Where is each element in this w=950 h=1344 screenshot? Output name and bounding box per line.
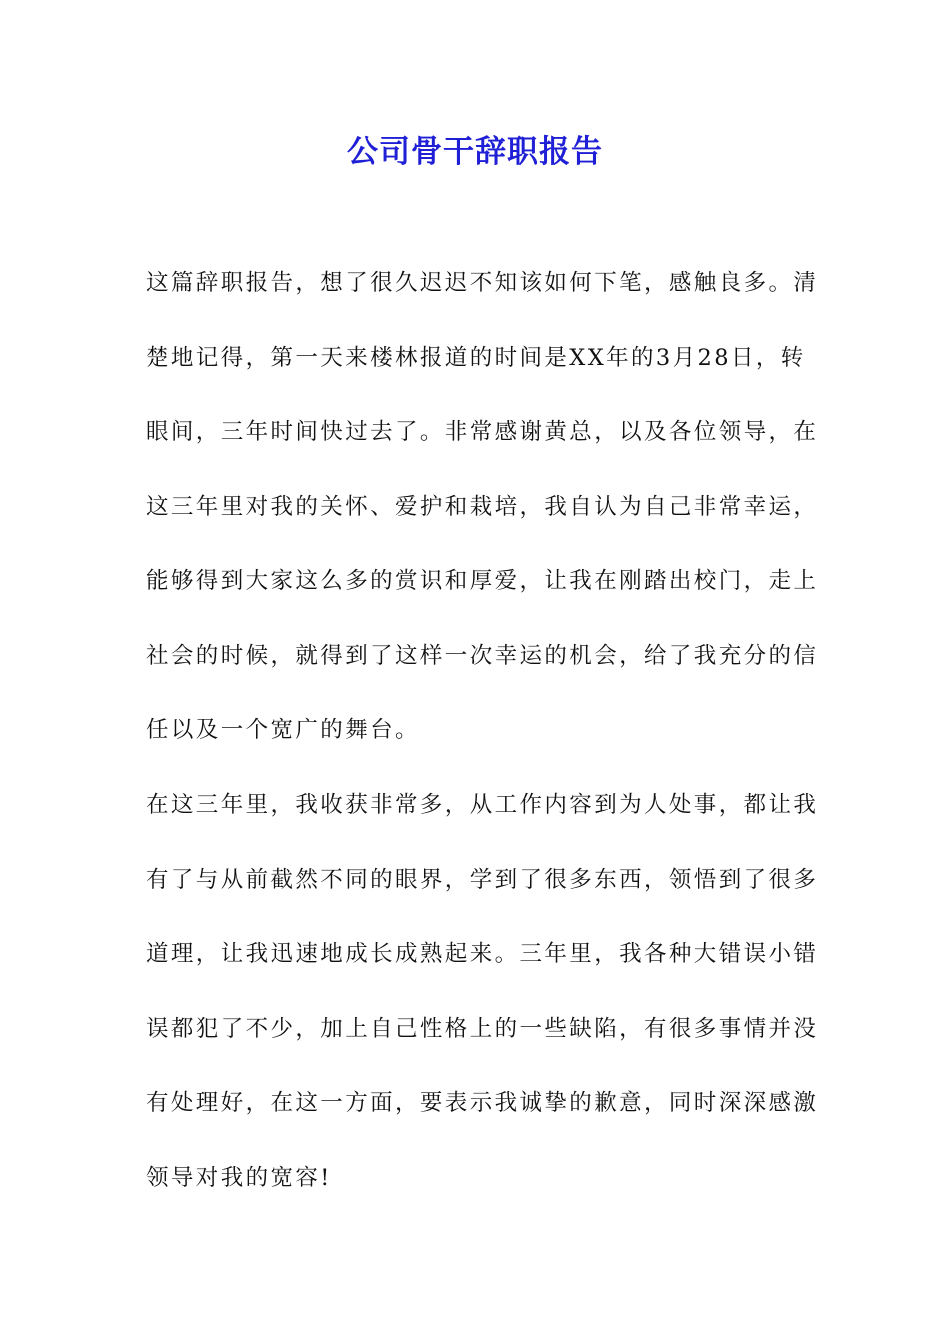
paragraph-line: 这篇辞职报告，想了很久迟迟不知该如何下笔，感触良多。清 (146, 270, 819, 296)
paragraph-line: 领导对我的宽容! (146, 1164, 332, 1191)
paragraph-line: 误都犯了不少，加上自己性格上的一些缺陷，有很多事情并没 (146, 1015, 819, 1042)
paragraph-line: 社会的时候，就得到了这样一次幸运的机会，给了我充分的信 (146, 642, 819, 669)
paragraph-line: 在这三年里，我收获非常多，从工作内容到为人处事，都让我 (146, 792, 819, 818)
document-title: 公司骨干辞职报告 (347, 134, 603, 170)
paragraph-line: 楚地记得，第一天来楼林报道的时间是XX年的3月28日，转 (146, 344, 806, 371)
paragraph-line: 有处理好，在这一方面，要表示我诚挚的歉意，同时深深感激 (146, 1090, 819, 1116)
paragraph-line: 任以及一个宽广的舞台。 (146, 717, 420, 743)
paragraph-line: 道理，让我迅速地成长成熟起来。三年里，我各种大错误小错 (146, 941, 819, 967)
paragraph-1 (146, 246, 819, 768)
paragraph-line: 这三年里对我的关怀、爱护和栽培，我自认为自己非常幸运， (146, 493, 819, 520)
paragraph-line: 有了与从前截然不同的眼界，学到了很多东西，领悟到了很多 (146, 866, 819, 893)
paragraph-2 (146, 768, 819, 1215)
paragraph-line: 能够得到大家这么多的赏识和厚爱，让我在刚踏出校门，走上 (146, 568, 819, 594)
paragraph-line: 眼间，三年时间快过去了。非常感谢黄总，以及各位领导，在 (146, 419, 819, 445)
